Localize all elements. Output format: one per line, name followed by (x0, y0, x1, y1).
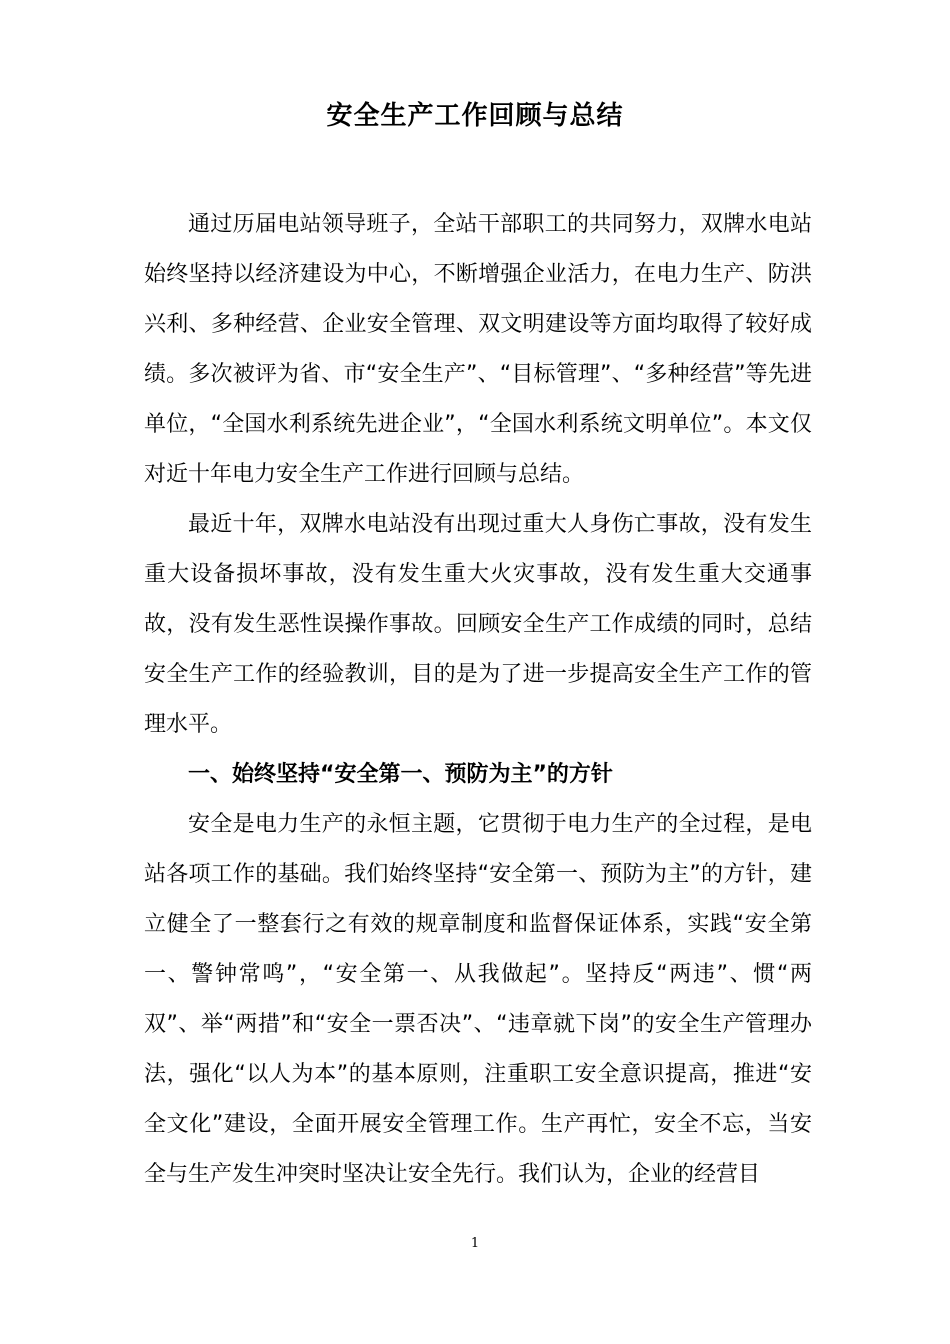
section-heading: 一、始终坚持“安全第一、预防为主”的方针 (188, 762, 613, 787)
paragraph-intro: 通过历届电站领导班子，全站干部职工的共同努力，双牌水电站始终坚持以经济建设为中心，不断增强企业活力，在电力生产、防洪兴利、多种经营、企业安全管理、双文明建设等方面均取得了较好成绩。多次被评为省、市“安全生产”、“目标管理”、“多种经营”等先进单位，“全国水利系统先进企业”，“全国水利系统文明单位”。本文仅对近十年电力安全生产工作进行回顾与总结。 (144, 212, 812, 487)
document-title: 安全生产工作回顾与总结 (326, 101, 624, 131)
document-body (144, 200, 812, 1200)
paragraph-section-one: 安全是电力生产的永恒主题，它贯彻于电力生产的全过程，是电站各项工作的基础。我们始终坚持“安全第一、预防为主”的方针，建立健全了一整套行之有效的规章制度和监督保证体系，实践“安全第一、警钟常鸣”，“安全第一、从我做起”。坚持反“两违”、惯“两双”、举“两措”和“安全一票否决”、“违章就下岗”的安全生产管理办法，强化“以人为本”的基本原则，注重职工安全意识提高，推进“安全文化”建设，全面开展安全管理工作。生产再忙，安全不忘，当安全与生产发生冲突时坚决让安全先行。我们认为，企业的经营目 (144, 812, 812, 1187)
page-number: 1 (470, 1236, 480, 1251)
paragraph-safety-record: 最近十年，双牌水电站没有出现过重大人身伤亡事故，没有发生重大设备损坏事故，没有发生重大火灾事故，没有发生重大交通事故，没有发生恶性误操作事故。回顾安全生产工作成绩的同时，总结安全生产工作的经验教训，目的是为了进一步提高安全生产工作的管理水平。 (144, 512, 812, 737)
